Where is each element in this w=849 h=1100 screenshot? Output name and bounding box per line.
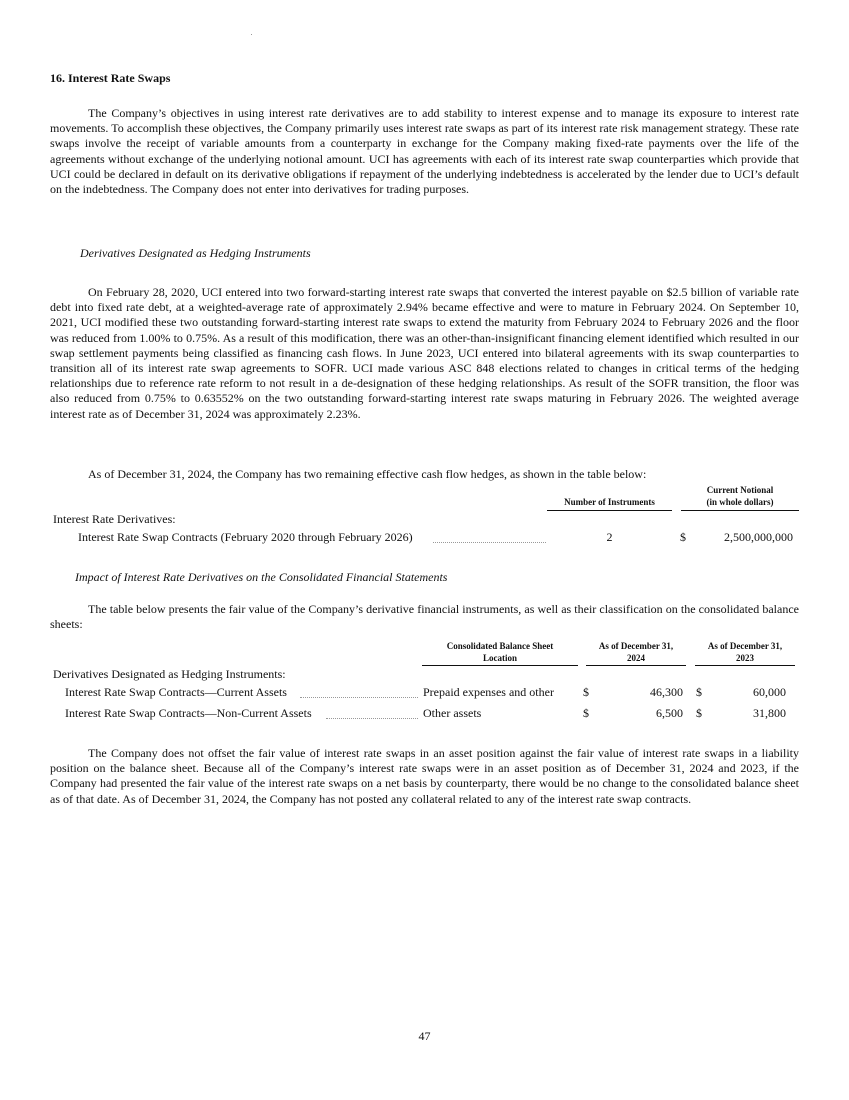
row-label: Interest Rate Swap Contracts—Non-Current Assets [65, 706, 312, 720]
hedging-paragraph: On February 28, 2020, UCI entered into two forward-starting interest rate swaps that converted the interest payable on $2.5 billion of variable rate debt into fixed rate debt, at a weighted-average rate of approximately 2.94% became effective and were to mature in February 2024. On September 10, 2021, UCI modified these two outstanding forward-starting interest rate swaps to extend the maturity from February 2024 to February 2026 and the floor was reduced from 1.00% to 0.75%. As a result of this modification, there was an other-than-insignificant financing element identified which resulted in our swap settlement payments being classified as financing cash flows. In June 2023, UCI entered into bilateral agreements with its swap counterparties to transition all of its interest rate swap agreements to SOFR. UCI made various ASC 848 elections related to changes in critical terms of the hedging relationships due to reference rate reform to not result in a de-designation of these hedging relationships. As result of the SOFR transition, the floor was also reduced from 0.75% to 0.63552% on the two outstanding forward-starting interest rate swaps maturing in February 2026. The weighted average interest rate as of December 31, 2024 was approximately 2.23%. [50, 285, 799, 421]
row-currency: $ [680, 530, 686, 544]
row-currency-2024: $ [583, 706, 589, 720]
row-label: Interest Rate Swap Contracts—Current Assets [65, 685, 287, 699]
header-rule [586, 665, 686, 666]
header-rule [681, 510, 799, 511]
page-number: 47 [418, 1029, 431, 1043]
header-2024-line2: 2024 [627, 653, 645, 663]
row-value-2023: 31,800 [753, 706, 786, 720]
row-currency-2023: $ [696, 706, 702, 720]
header-location-line2: Location [482, 653, 517, 663]
dot-leader [326, 718, 418, 719]
subheading-hedging-instruments: Derivatives Designated as Hedging Instruments [80, 246, 311, 260]
header-2023-line1: As of December 31, [707, 641, 783, 651]
dot-leader [433, 542, 546, 543]
group-label: Derivatives Designated as Hedging Instruments: [53, 667, 286, 681]
offset-paragraph: The Company does not offset the fair value of interest rate swaps in an asset position against the fair value of interest rate swaps in a liability position on the balance sheet. Because all of the Company’s interest rate swaps were in an asset position as of December 31, 2024 and 2023, if the Company had presented the fair value of the interest rate swaps on a net basis by counterparty, there would be no change to the consolidated balance sheet as of that date. As of December 31, 2024, the Company has not posted any collateral related to any of the interest rate swap contracts. [50, 746, 799, 806]
fair-value-paragraph: The table below presents the fair value of the Company’s derivative financial instruments, as well as their classification on the consolidated balance sheets: [50, 602, 799, 632]
row-location: Other assets [423, 706, 482, 720]
header-number-of-instruments: Number of Instruments [564, 497, 655, 507]
header-rule [422, 665, 578, 666]
header-notional-line1: Current Notional [706, 485, 774, 495]
scan-mark [251, 34, 252, 35]
dot-leader [300, 697, 418, 698]
row-notional: 2,500,000,000 [724, 530, 793, 544]
header-2023-line2: 2023 [736, 653, 754, 663]
row-location: Prepaid expenses and other [423, 685, 554, 699]
header-notional-line2: (in whole dollars) [706, 497, 774, 507]
cash-flow-hedges-paragraph: As of December 31, 2024, the Company has two remaining effective cash flow hedges, as shown in the table below: [88, 467, 647, 481]
header-rule [695, 665, 795, 666]
subheading-impact: Impact of Interest Rate Derivatives on the Consolidated Financial Statements [75, 570, 448, 584]
intro-paragraph: The Company’s objectives in using interest rate derivatives are to add stability to interest expense and to manage its exposure to interest rate movements. To accomplish these objectives, the Company primarily uses interest rate swaps as part of its interest rate risk management strategy. These rate swaps involve the receipt of variable amounts from a counterparty in exchange for the Company making fixed-rate payments over the life of the agreements without exchange of the underlying notional amount. UCI has agreements with each of its interest rate swap counterparties which provide that UCI could be declared in default on its derivative obligations if repayment of the underlying indebtedness is accelerated by the lender due to UCI’s default on the indebtedness. The Company does not enter into derivatives for trading purposes. [50, 106, 799, 197]
header-location-line1: Consolidated Balance Sheet [446, 641, 554, 651]
row-value-2024: 46,300 [650, 685, 683, 699]
row-number-of-instruments: 2 [606, 530, 613, 544]
group-label: Interest Rate Derivatives: [53, 512, 176, 526]
row-label: Interest Rate Swap Contracts (February 2020 through February 2026) [78, 530, 413, 544]
row-value-2023: 60,000 [753, 685, 786, 699]
header-2024-line1: As of December 31, [598, 641, 674, 651]
row-value-2024: 6,500 [656, 706, 683, 720]
row-currency-2023: $ [696, 685, 702, 699]
row-currency-2024: $ [583, 685, 589, 699]
section-heading: 16. Interest Rate Swaps [50, 71, 171, 85]
header-rule [547, 510, 672, 511]
